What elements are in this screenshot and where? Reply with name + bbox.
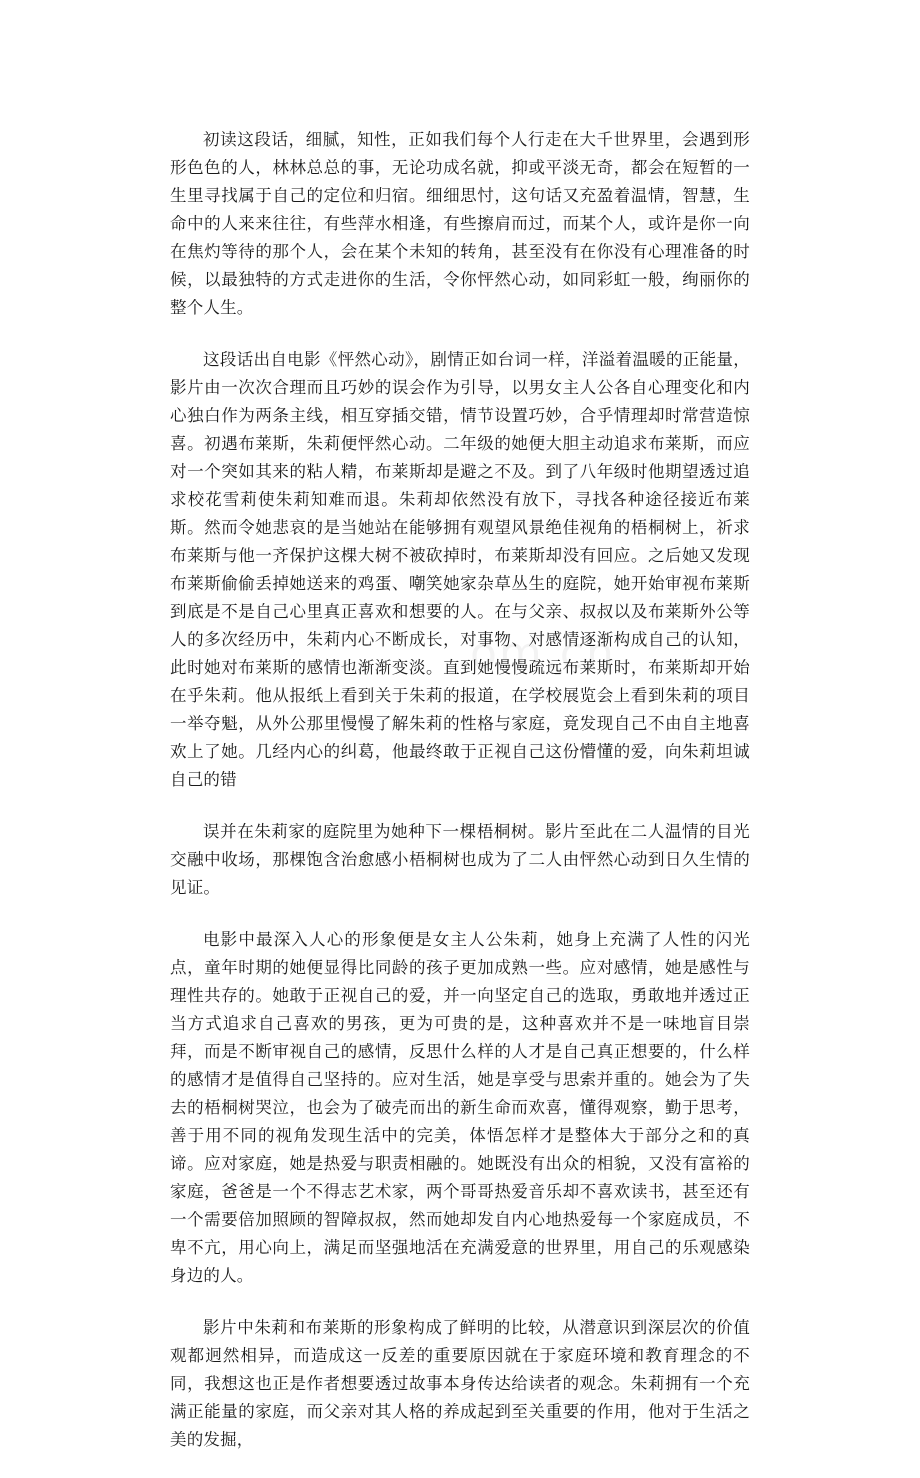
paragraph-comparison: 影片中朱莉和布莱斯的形象构成了鲜明的比较，从潜意识到深层次的价值观都迥然相异，而造成这一反差的重要原因就在于家庭环境和教育理念的不同，我想这也正是作者想要透过故事本身传达给读者的观念。朱莉拥有一个充满正能量的家庭，而父亲对其人格的养成起到至关重要的作用，他对于生活之美的发掘， [170, 1318, 750, 1449]
document-body [170, 126, 750, 1478]
paragraph-intro: 初读这段话，细腻，知性，正如我们每个人行走在大千世界里，会遇到形形色色的人，林林总总的事，无论功成名就，抑或平淡无奇，都会在短暂的一生里寻找属于自己的定位和归宿。细细思忖，这句话又充盈着温情，智慧，生命中的人来来往往，有些萍水相逢，有些擦肩而过，而某个人，或许是你一向在焦灼等待的那个人，会在某个未知的转角，甚至没有在你没有心理准备的时候，以最独特的方式走进你的生活，令你怦然心动，如同彩虹一般，绚丽你的整个人生。 [170, 130, 750, 317]
paragraph-julie-character: 电影中最深入人心的形象便是女主人公朱莉，她身上充满了人性的闪光点，童年时期的她便显得比同龄的孩子更加成熟一些。应对感情，她是感性与理性共存的。她敢于正视自己的爱，并一向坚定自己的选取，勇敢地并透过正当方式追求自己喜欢的男孩，更为可贵的是，这种喜欢并不是一味地盲目崇拜，而是不断审视自己的感情，反思什么样的人才是自己真正想要的，什么样的感情才是值得自己坚持的。应对生活，她是享受与思索并重的。她会为了失去的梧桐树哭泣，也会为了破壳而出的新生命而欢喜，懂得观察，勤于思考，善于用不同的视角发现生活中的完美，体悟怎样才是整体大于部分之和的真谛。应对家庭，她是热爱与职责相融的。她既没有出众的相貌，又没有富裕的家庭，爸爸是一个不得志艺术家，两个哥哥热爱音乐却不喜欢读书，甚至还有一个需要倍加照顾的智障叔叔，然而她却发自内心地热爱每一个家庭成员，不卑不亢，用心向上，满足而坚强地活在充满爱意的世界里，用自己的乐观感染身边的人。 [170, 930, 750, 1285]
paragraph-plot-summary: 这段话出自电影《怦然心动》，剧情正如台词一样，洋溢着温暖的正能量，影片由一次次合理而且巧妙的误会作为引导，以男女主人公各自心理变化和内心独白作为两条主线，相互穿插交错，情节设置巧妙，合乎情理却时常营造惊喜。初遇布莱斯，朱莉便怦然心动。二年级的她便大胆主动追求布莱斯，而应对一个突如其来的粘人精，布莱斯却是避之不及。到了八年级时他期望透过追求校花雪莉使朱莉知难而退。朱莉却依然没有放下，寻找各种途径接近布莱斯。然而令她悲哀的是当她站在能够拥有观望风景绝佳视角的梧桐树上，祈求布莱斯与他一齐保护这棵大树不被砍掉时，布莱斯却没有回应。之后她又发现布莱斯偷偷丢掉她送来的鸡蛋、嘲笑她家杂草丛生的庭院，她开始审视布莱斯到底是不是自己心里真正喜欢和想要的人。在与父亲、叔叔以及布莱斯外公等人的多次经历中，朱莉内心不断成长，对事物、对感情逐渐构成自己的认知，此时她对布莱斯的感情也渐渐变淡。直到她慢慢疏远布莱斯时，布莱斯却开始在乎朱莉。他从报纸上看到关于朱莉的报道，在学校展览会上看到朱莉的项目一举夺魁，从外公那里慢慢了解朱莉的性格与家庭，竟发现自己不由自主地喜欢上了她。几经内心的纠葛，他最终敢于正视自己这份懵懂的爱，向朱莉坦诚自己的错 [170, 350, 750, 789]
paragraph-ending: 误并在朱莉家的庭院里为她种下一棵梧桐树。影片至此在二人温情的目光交融中收场，那棵饱含治愈感小梧桐树也成为了二人由怦然心动到日久生情的见证。 [170, 822, 750, 897]
